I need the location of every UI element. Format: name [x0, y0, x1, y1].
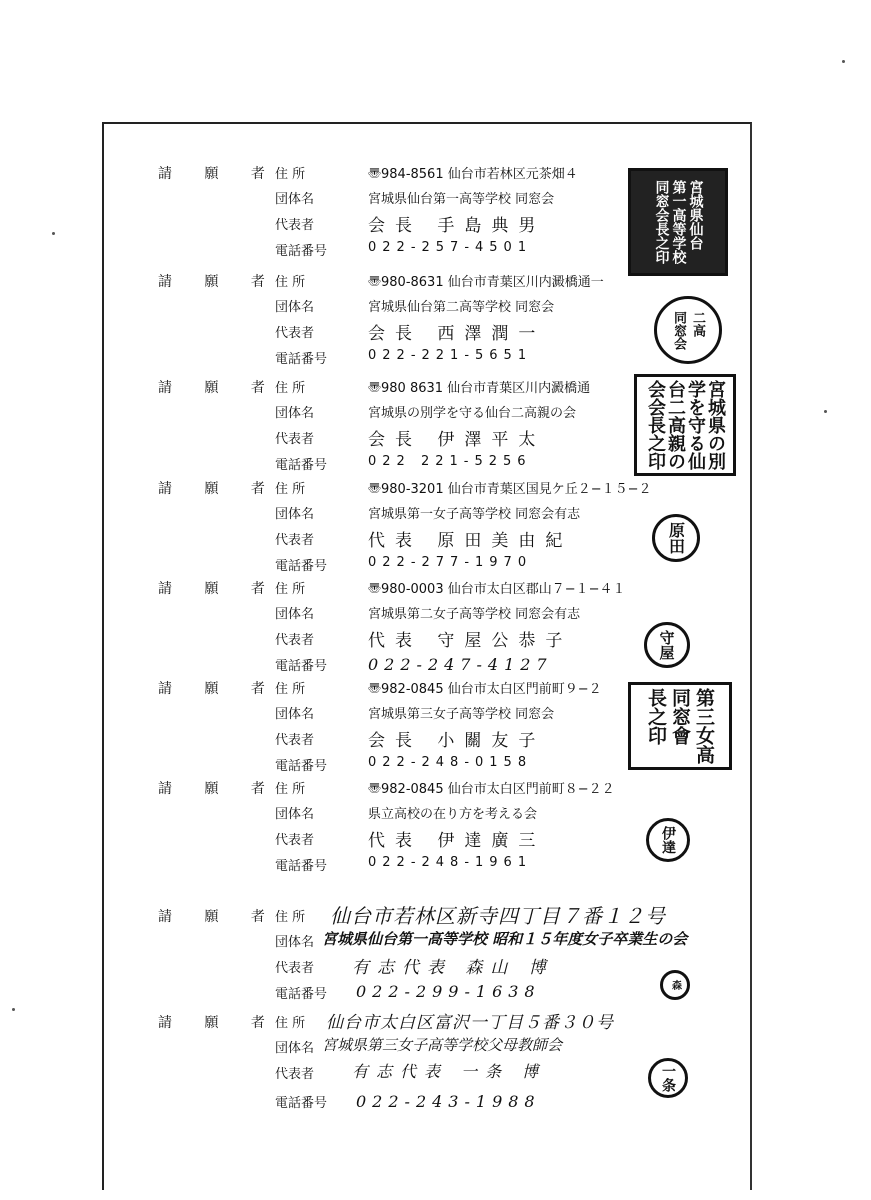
petitioner-label: 請 願 者: [158, 781, 279, 797]
representative-label: 代表者: [275, 961, 315, 976]
representative-value: 会長 西澤潤一: [368, 324, 546, 344]
address-label: 住 所: [275, 275, 306, 290]
telephone-value: 022-299-1638: [356, 982, 541, 1001]
address-value: 〠982-0845 仙台市太白区門前町８−２２: [368, 782, 615, 797]
telephone-value: 022-277-1970: [368, 555, 533, 570]
address-value: 〠980-8631 仙台市青葉区川内澱橋通一: [368, 275, 604, 290]
address-label: 住 所: [275, 582, 306, 597]
scan-speck: [842, 60, 845, 63]
address-value: 〠984-8561 仙台市若林区元茶畑４: [368, 167, 578, 182]
representative-value: 代表 守屋公恭子: [368, 631, 573, 651]
petitioner-label: 請 願 者: [158, 380, 279, 396]
telephone-value: 022-257-4501: [368, 240, 533, 255]
representative-value: 有志代表 一条 博: [352, 1062, 547, 1081]
petitioner-label: 請 願 者: [158, 1015, 279, 1031]
address-value: 〠982-0845 仙台市太白区門前町９−２: [368, 682, 602, 697]
representative-label: 代表者: [275, 218, 315, 233]
organization-value: 県立高校の在り方を考える会: [368, 807, 538, 822]
address-label: 住 所: [275, 682, 306, 697]
organization-value: 宮城県仙台第二高等学校 同窓会: [368, 300, 555, 315]
petitioner-entry: [0, 778, 871, 888]
representative-value: 代表 原田美由紀: [368, 531, 573, 551]
representative-label: 代表者: [275, 1067, 315, 1082]
address-label: 住 所: [275, 167, 306, 182]
petitioner-entry: [0, 163, 871, 273]
organization-value: 宮城県第一女子高等学校 同窓会有志: [368, 507, 581, 522]
representative-value: 代表 伊達廣三: [368, 831, 546, 851]
representative-label: 代表者: [275, 533, 315, 548]
organization-label: 団体名: [275, 406, 315, 421]
representative-label: 代表者: [275, 733, 315, 748]
representative-label: 代表者: [275, 633, 315, 648]
petitioner-label: 請 願 者: [158, 581, 279, 597]
telephone-value: 022-221-5651: [368, 348, 533, 363]
representative-label: 代表者: [275, 833, 315, 848]
organization-label: 団体名: [275, 607, 315, 622]
representative-value: 会長 伊澤平太: [368, 430, 546, 450]
organization-label: 団体名: [275, 192, 315, 207]
address-value: 〠980-0003 仙台市太白区郡山７−１−４１: [368, 582, 626, 597]
telephone-label: 電話番号: [275, 244, 328, 259]
personal-seal-stamp: 伊達: [646, 818, 690, 862]
scan-speck: [824, 410, 827, 413]
telephone-value: 022 221-5256: [368, 454, 532, 469]
organization-label: 団体名: [275, 507, 315, 522]
address-value: 〠980-3201 仙台市青葉区国見ケ丘２−１５−２: [368, 482, 652, 497]
petitioner-entry: [0, 478, 871, 588]
telephone-value: 022-248-1961: [368, 855, 533, 870]
personal-seal-stamp: 森: [660, 970, 690, 1000]
petitioner-label: 請 願 者: [158, 481, 279, 497]
organization-seal-stamp: 宮城県仙台 第一高等学校 同窓会長之印: [628, 168, 728, 276]
organization-label: 団体名: [275, 300, 315, 315]
organization-value: 宮城県第三女子高等学校父母教師会: [322, 1036, 563, 1054]
telephone-label: 電話番号: [275, 458, 328, 473]
address-value: 仙台市太白区富沢一丁目５番３０号: [326, 1013, 614, 1033]
address-label: 住 所: [275, 782, 306, 797]
personal-seal-stamp: 一条: [648, 1058, 688, 1098]
address-value: 〠980 8631 仙台市青葉区川内澱橋通: [368, 381, 591, 396]
organization-label: 団体名: [275, 1041, 315, 1056]
representative-value: 会長 手島典男: [368, 216, 546, 236]
telephone-label: 電話番号: [275, 1096, 328, 1111]
petitioner-entry: [0, 377, 871, 487]
organization-value: 宮城県第三女子高等学校 同窓会: [368, 707, 555, 722]
organization-label: 団体名: [275, 935, 315, 950]
representative-label: 代表者: [275, 326, 315, 341]
address-label: 住 所: [275, 381, 306, 396]
address-label: 住 所: [275, 910, 306, 925]
representative-value: 会長 小關友子: [368, 731, 546, 751]
organization-seal-stamp: 第三女高 同窓會 長之印: [628, 682, 732, 770]
telephone-label: 電話番号: [275, 352, 328, 367]
petitioner-entry: [0, 906, 871, 1016]
organization-value: 宮城県仙台第一高等学校 昭和１５年度女子卒業生の会: [322, 930, 688, 948]
petitioner-label: 請 願 者: [158, 274, 279, 290]
telephone-value: 022-248-0158: [368, 755, 533, 770]
scan-speck: [12, 1008, 15, 1011]
organization-value: 宮城県の別学を守る仙台二高親の会: [368, 406, 577, 421]
organization-value: 宮城県第二女子高等学校 同窓会有志: [368, 607, 581, 622]
personal-seal-stamp: 原田: [652, 514, 700, 562]
address-value: 仙台市若林区新寺四丁目７番１２号: [330, 904, 666, 928]
address-label: 住 所: [275, 1016, 306, 1031]
representative-label: 代表者: [275, 432, 315, 447]
scan-speck: [52, 232, 55, 235]
address-label: 住 所: [275, 482, 306, 497]
personal-seal-stamp: 守屋: [644, 622, 690, 668]
petitioner-entry: [0, 578, 871, 688]
organization-value: 宮城県仙台第一高等学校 同窓会: [368, 192, 555, 207]
telephone-value: 022-243-1988: [356, 1092, 541, 1111]
petitioner-entry: [0, 271, 871, 381]
telephone-value: 022-247-4127: [368, 655, 553, 674]
petitioner-label: 請 願 者: [158, 909, 279, 925]
petitioner-label: 請 願 者: [158, 166, 279, 182]
organization-label: 団体名: [275, 707, 315, 722]
petitioner-entry: [0, 1012, 871, 1122]
telephone-label: 電話番号: [275, 559, 328, 574]
telephone-label: 電話番号: [275, 987, 328, 1002]
organization-seal-stamp: 宮城県の別 学を守る仙 台二高親の 会会長之印: [634, 374, 736, 476]
telephone-label: 電話番号: [275, 759, 328, 774]
telephone-label: 電話番号: [275, 859, 328, 874]
petitioner-entry: [0, 678, 871, 788]
petitioner-label: 請 願 者: [158, 681, 279, 697]
telephone-label: 電話番号: [275, 659, 328, 674]
organization-label: 団体名: [275, 807, 315, 822]
organization-seal-stamp: 二高 同窓会: [654, 296, 722, 364]
representative-value: 有志代表 森山 博: [352, 958, 554, 978]
